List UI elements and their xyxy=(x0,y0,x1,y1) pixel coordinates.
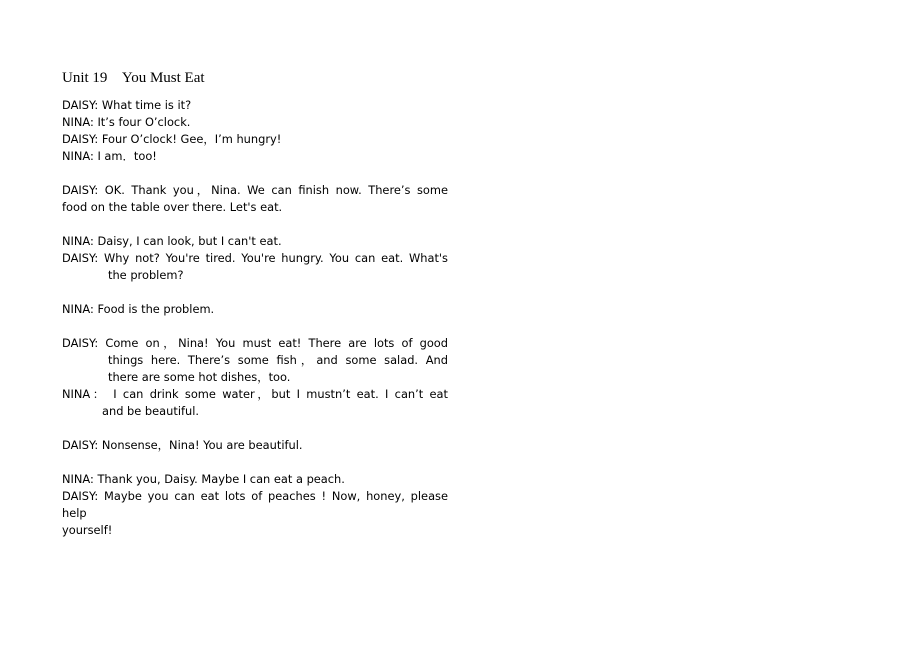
dialogue-line: NINA: Thank you, Daisy. Maybe I can eat a peach. xyxy=(62,472,345,486)
spacer xyxy=(62,318,448,335)
dialogue-line: NINA: It’s four O’clock. xyxy=(62,115,191,129)
dialogue-line: NINA: Food is the problem. xyxy=(62,302,215,316)
dialogue-line: DAISY: Come on，Nina! You must eat! There are lots of good xyxy=(62,336,448,350)
dialogue-line: DAISY: What time is it? xyxy=(62,98,192,112)
dialogue-line: there are some hot dishes，too. xyxy=(108,370,291,384)
dialogue-line: DAISY: Nonsense，Nina! You are beautiful. xyxy=(62,438,303,452)
spacer xyxy=(62,165,448,182)
dialogue-line: help xyxy=(62,506,87,520)
dialogue xyxy=(62,97,448,539)
dialogue-line: the problem? xyxy=(108,268,184,282)
spacer xyxy=(62,216,448,233)
dialogue-line: DAISY: Maybe you can eat lots of peaches ! Now, honey, please xyxy=(62,489,448,503)
unit-title: Unit 19 You Must Eat xyxy=(62,70,205,86)
dialogue-line: DAISY: Four O’clock! Gee，I’m hungry! xyxy=(62,132,282,146)
dialogue-line: DAISY: OK. Thank you，Nina. We can finish now. There’s some xyxy=(62,183,448,197)
spacer xyxy=(62,420,448,437)
dialogue-line: NINA： I can drink some water，but I mustn’t eat. I can’t eat xyxy=(62,387,448,401)
dialogue-line: food on the table over there. Let's eat. xyxy=(62,200,283,214)
dialogue-line: things here. There’s some fish，and some salad. And xyxy=(108,353,448,367)
dialogue-line: DAISY: Why not? You're tired. You're hungry. You can eat. What's xyxy=(62,251,448,265)
dialogue-line: NINA: I am．too! xyxy=(62,149,157,163)
dialogue-line: NINA: Daisy, I can look, but I can't eat. xyxy=(62,234,282,248)
dialogue-line: yourself! xyxy=(62,523,113,537)
spacer xyxy=(62,454,448,471)
spacer xyxy=(62,284,448,301)
dialogue-line: and be beautiful. xyxy=(102,404,199,418)
